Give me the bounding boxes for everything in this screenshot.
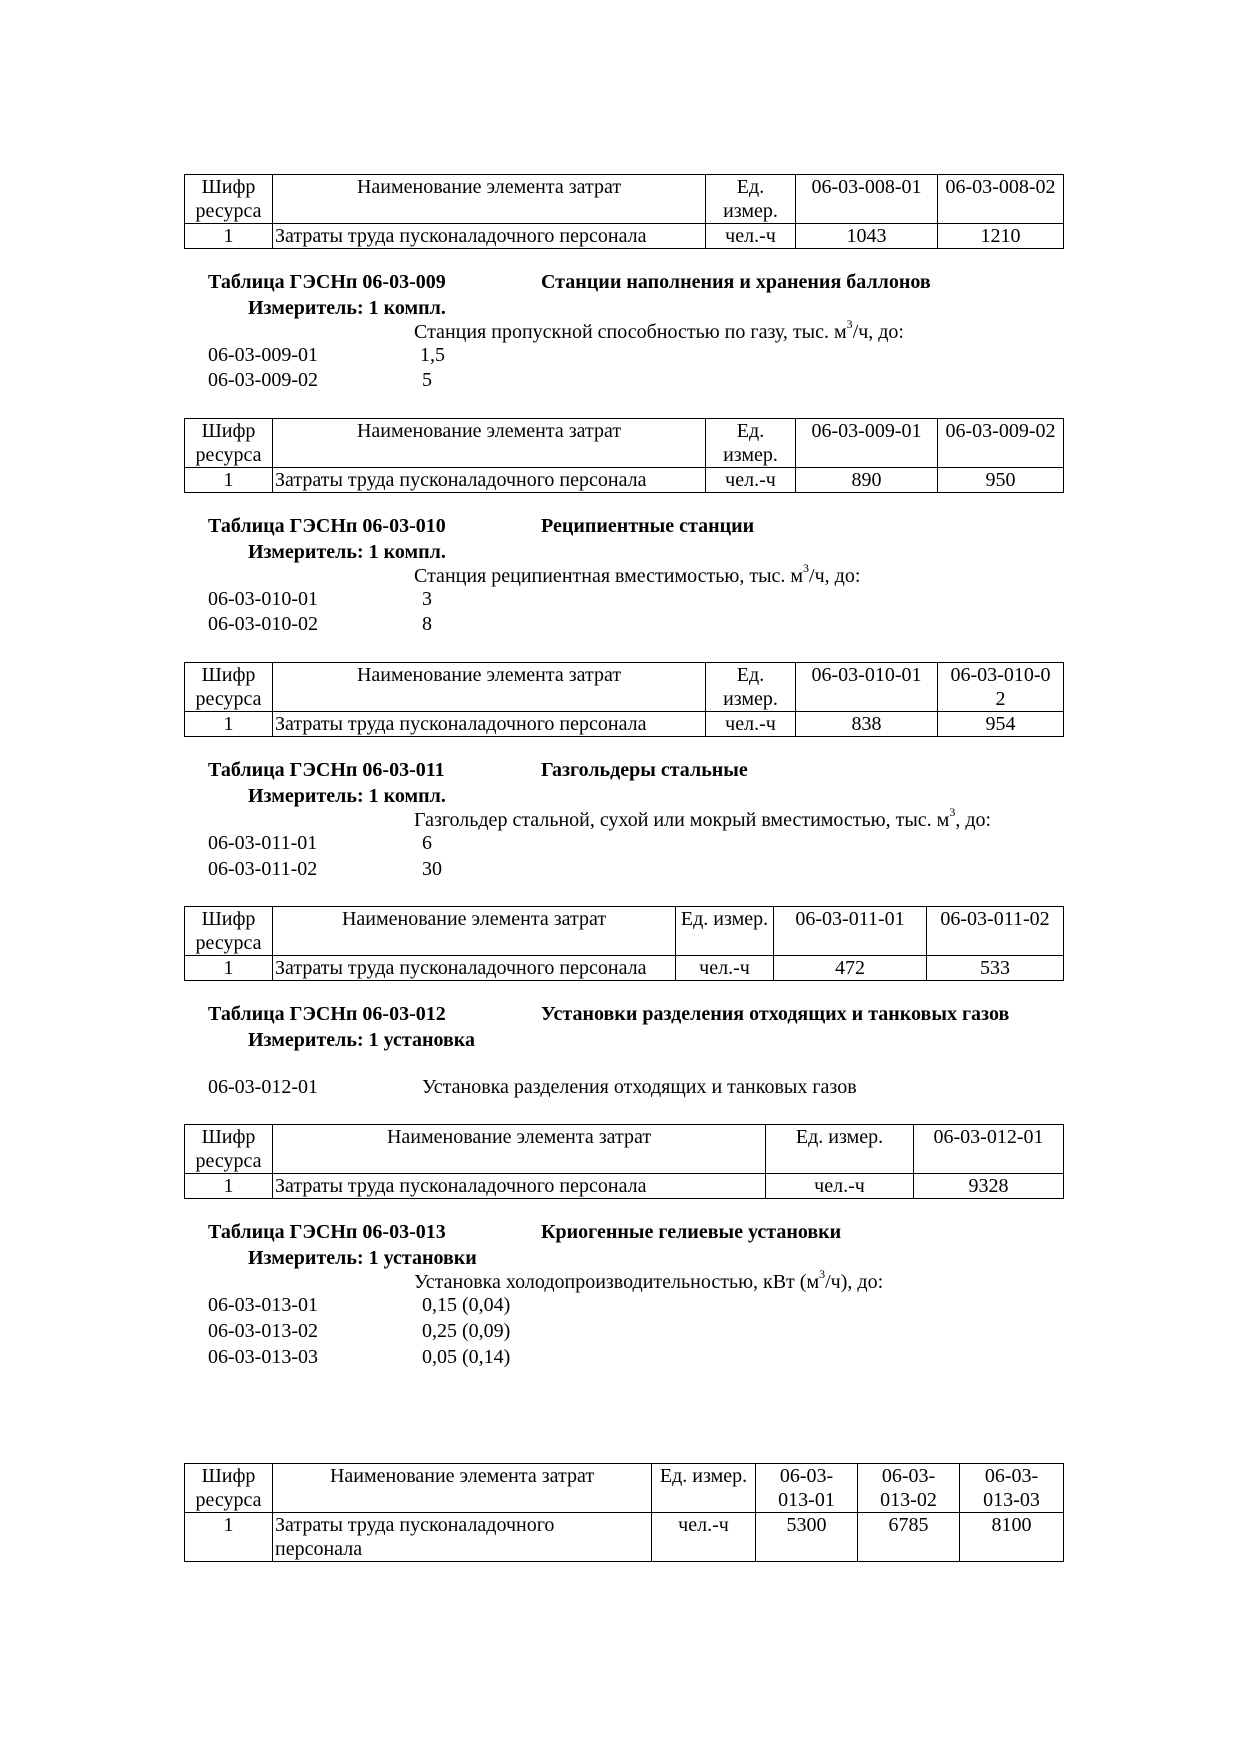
row-unit: чел.-ч (706, 712, 796, 737)
header-col-2: 06-03-013-02 (858, 1464, 960, 1513)
header-col-1: 06-03-011-01 (774, 907, 927, 956)
row-value-2: 1210 (938, 224, 1064, 249)
row-name: Затраты труда пусконаладочного персонала (273, 224, 706, 249)
row-name: Затраты труда пусконаладочного персонала (273, 468, 706, 493)
section-label-012: Таблица ГЭСНп 06-03-012 (208, 1003, 446, 1025)
header-code: Шифр ресурса (185, 663, 273, 712)
header-col-1: 06-03-013-01 (756, 1464, 858, 1513)
header-code: Шифр ресурса (185, 1464, 273, 1513)
header-code: Шифр ресурса (185, 419, 273, 468)
row-unit: чел.-ч (676, 956, 774, 981)
header-col-2: 06-03-010-02 (938, 663, 1064, 712)
cost-table-009 (184, 418, 1064, 493)
row-unit: чел.-ч (652, 1513, 756, 1562)
row-value-1: 890 (796, 468, 938, 493)
row-name: Затраты труда пусконаладочного персонала (273, 1513, 652, 1562)
item-value: 1,5 (420, 344, 445, 366)
row-unit: чел.-ч (766, 1174, 914, 1199)
item-value: 30 (422, 858, 442, 880)
cost-table-008 (184, 174, 1064, 249)
item-code: 06-03-012-01 (208, 1076, 318, 1098)
item-code: 06-03-009-01 (208, 344, 318, 366)
item-value: 0,25 (0,09) (422, 1320, 511, 1342)
section-desc-010: Станция реципиентная вместимостью, тыс. $м^3/ч$, до: (414, 561, 861, 587)
item-value: 0,05 (0,14) (422, 1346, 511, 1368)
row-name: Затраты труда пусконаладочного персонала (273, 1174, 766, 1199)
section-desc-009: Станция пропускной способностью по газу, тыс. $м^3/ч$, до: (414, 317, 904, 343)
header-code: Шифр ресурса (185, 907, 273, 956)
header-code: Шифр ресурса (185, 175, 273, 224)
header-name: Наименование элемента затрат (273, 419, 706, 468)
section-meter-012: Измеритель: 1 установка (248, 1029, 475, 1051)
cost-table-013 (184, 1463, 1064, 1562)
item-value: 5 (422, 369, 432, 391)
row-index: 1 (185, 1513, 273, 1562)
section-label-013: Таблица ГЭСНп 06-03-013 (208, 1221, 446, 1243)
section-title-013: Криогенные гелиевые установки (541, 1221, 842, 1243)
header-name: Наименование элемента затрат (273, 175, 706, 224)
item-code: 06-03-013-02 (208, 1320, 318, 1342)
section-meter-013: Измеритель: 1 установки (248, 1247, 477, 1269)
row-value-2: 950 (938, 468, 1064, 493)
row-value-1: 838 (796, 712, 938, 737)
item-code: 06-03-010-02 (208, 613, 318, 635)
header-col-1: 06-03-010-01 (796, 663, 938, 712)
row-value-1: 472 (774, 956, 927, 981)
row-value-1: 1043 (796, 224, 938, 249)
section-title-010: Реципиентные станции (541, 515, 755, 537)
row-index: 1 (185, 224, 273, 249)
table-row (185, 712, 1064, 737)
item-code: 06-03-010-01 (208, 588, 318, 610)
item-value: 8 (422, 613, 432, 635)
table-row (185, 1513, 1064, 1562)
table-row (185, 956, 1064, 981)
section-title-011: Газгольдеры стальные (541, 759, 748, 781)
cost-table-012 (184, 1124, 1064, 1199)
section-meter-011: Измеритель: 1 компл. (248, 785, 446, 807)
header-unit: Ед. измер. (766, 1125, 914, 1174)
section-label-011: Таблица ГЭСНп 06-03-011 (208, 759, 445, 781)
header-col-2: 06-03-011-02 (927, 907, 1064, 956)
header-unit: Ед. измер. (706, 663, 796, 712)
header-col-1: 06-03-012-01 (914, 1125, 1064, 1174)
section-meter-009: Измеритель: 1 компл. (248, 297, 446, 319)
row-value-2: 6785 (858, 1513, 960, 1562)
header-col-1: 06-03-008-01 (796, 175, 938, 224)
section-label-009: Таблица ГЭСНп 06-03-009 (208, 271, 446, 293)
cost-table-011 (184, 906, 1064, 981)
header-name: Наименование элемента затрат (273, 663, 706, 712)
row-value-3: 8100 (960, 1513, 1064, 1562)
header-col-2: 06-03-009-02 (938, 419, 1064, 468)
row-unit: чел.-ч (706, 468, 796, 493)
row-index: 1 (185, 956, 273, 981)
row-index: 1 (185, 468, 273, 493)
row-name: Затраты труда пусконаладочного персонала (273, 956, 676, 981)
header-col-3: 06-03-013-03 (960, 1464, 1064, 1513)
row-value-1: 5300 (756, 1513, 858, 1562)
section-desc-011: Газгольдер стальной, сухой или мокрый вместимостью, тыс. $м^3$, до: (414, 805, 992, 831)
row-value-2: 954 (938, 712, 1064, 737)
table-row (185, 224, 1064, 249)
item-code: 06-03-013-01 (208, 1294, 318, 1316)
section-title-012: Установки разделения отходящих и танковых газов (541, 1003, 1010, 1025)
section-title-009: Станции наполнения и хранения баллонов (541, 271, 931, 293)
item-code: 06-03-013-03 (208, 1346, 318, 1368)
item-code: 06-03-011-01 (208, 832, 318, 854)
item-code: 06-03-009-02 (208, 369, 318, 391)
header-unit: Ед. измер. (706, 175, 796, 224)
item-value: Установка разделения отходящих и танковых газов (422, 1076, 857, 1098)
row-unit: чел.-ч (706, 224, 796, 249)
row-index: 1 (185, 1174, 273, 1199)
item-value: 6 (422, 832, 432, 854)
header-code: Шифр ресурса (185, 1125, 273, 1174)
section-label-010: Таблица ГЭСНп 06-03-010 (208, 515, 446, 537)
header-unit: Ед. измер. (706, 419, 796, 468)
header-col-1: 06-03-009-01 (796, 419, 938, 468)
table-row (185, 468, 1064, 493)
header-unit: Ед. измер. (676, 907, 774, 956)
cost-table-010 (184, 662, 1064, 737)
row-value-2: 533 (927, 956, 1064, 981)
row-value-1: 9328 (914, 1174, 1064, 1199)
header-unit: Ед. измер. (652, 1464, 756, 1513)
header-name: Наименование элемента затрат (273, 907, 676, 956)
item-value: 3 (422, 588, 432, 610)
section-desc-013: Установка холодопроизводительностью, кВт $(м^3/ч)$, до: (414, 1267, 884, 1293)
item-code: 06-03-011-02 (208, 858, 318, 880)
row-name: Затраты труда пусконаладочного персонала (273, 712, 706, 737)
item-value: 0,15 (0,04) (422, 1294, 511, 1316)
table-row (185, 1174, 1064, 1199)
section-meter-010: Измеритель: 1 компл. (248, 541, 446, 563)
header-col-2: 06-03-008-02 (938, 175, 1064, 224)
header-name: Наименование элемента затрат (273, 1125, 766, 1174)
header-name: Наименование элемента затрат (273, 1464, 652, 1513)
row-index: 1 (185, 712, 273, 737)
